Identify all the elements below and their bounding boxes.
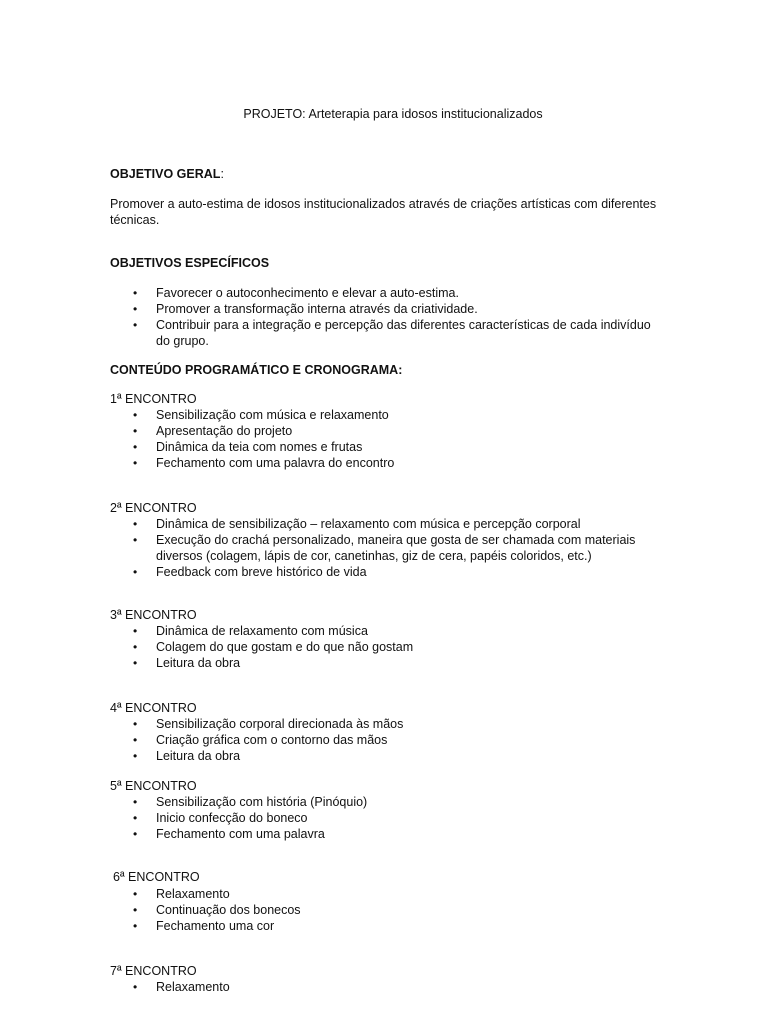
list-item: • Colagem do que gostam e do que não gostam xyxy=(133,640,414,654)
list-item: • Continuação dos bonecos xyxy=(133,903,301,917)
bullet-icon: • xyxy=(133,624,138,638)
objetivo-geral-colon: : xyxy=(220,167,224,181)
encontro-2-label: 2ª ENCONTRO xyxy=(110,501,197,515)
bullet-icon: • xyxy=(133,903,138,917)
list-item: • Criação gráfica com o contorno das mãos xyxy=(133,733,388,747)
encontro-7-label: 7ª ENCONTRO xyxy=(110,964,197,978)
encontro-3-label: 3ª ENCONTRO xyxy=(110,608,197,622)
encontro-7-list xyxy=(110,979,680,995)
list-item: • Leitura da obra xyxy=(133,656,241,670)
bullet-icon: • xyxy=(133,717,138,731)
list-item: • Relaxamento xyxy=(133,887,230,901)
bullet-icon: • xyxy=(133,533,138,547)
conteudo-heading: CONTEÚDO PROGRAMÁTICO E CRONOGRAMA: xyxy=(110,363,403,377)
bullet-icon: • xyxy=(133,749,138,763)
bullet-icon: • xyxy=(133,733,138,747)
encontro-1-label: 1ª ENCONTRO xyxy=(110,392,197,406)
encontro-5-label: 5ª ENCONTRO xyxy=(110,779,197,793)
list-item: • Leitura da obra xyxy=(133,749,241,763)
objetivos-especificos-heading: OBJETIVOS ESPECÍFICOS xyxy=(110,256,270,270)
objetivo-geral-heading-text: OBJETIVO GERAL xyxy=(110,167,221,181)
list-item: • Fechamento uma cor xyxy=(133,919,275,933)
list-item: • Sensibilização com história (Pinóquio) xyxy=(133,795,368,809)
list-item: • Sensibilização com música e relaxamento xyxy=(133,408,389,422)
list-item: • Apresentação do projeto xyxy=(133,424,293,438)
encontro-5-list xyxy=(110,794,680,842)
list-item: • Dinâmica de sensibilização – relaxamento com música e percepção corporal xyxy=(133,517,581,531)
encontro-6-label: 6ª ENCONTRO xyxy=(113,870,200,884)
encontro-2-list xyxy=(110,516,680,580)
encontro-6-list xyxy=(110,886,680,934)
bullet-icon: • xyxy=(133,318,138,332)
objetivo-geral-heading xyxy=(110,166,224,182)
bullet-icon: • xyxy=(133,286,138,300)
document-title: PROJETO: Arteterapia para idosos institucionalizados xyxy=(243,107,543,121)
list-item: • Contribuir para a integração e percepção das diferentes características de cada indivíduo do grupo. xyxy=(133,318,651,348)
bullet-icon: • xyxy=(133,811,138,825)
bullet-icon: • xyxy=(133,440,138,454)
encontro-1-list xyxy=(110,407,680,471)
bullet-icon: • xyxy=(133,302,138,316)
list-item: • Relaxamento xyxy=(133,980,230,994)
objetivos-especificos-list xyxy=(110,285,680,349)
bullet-icon: • xyxy=(133,980,138,994)
bullet-icon: • xyxy=(133,656,138,670)
bullet-icon: • xyxy=(133,640,138,654)
list-item: • Fechamento com uma palavra do encontro xyxy=(133,456,395,470)
bullet-icon: • xyxy=(133,408,138,422)
bullet-icon: • xyxy=(133,517,138,531)
bullet-icon: • xyxy=(133,887,138,901)
list-item: • Promover a transformação interna através da criatividade. xyxy=(133,302,478,316)
list-item: • Fechamento com uma palavra xyxy=(133,827,325,841)
list-item: • Feedback com breve histórico de vida xyxy=(133,565,367,579)
bullet-icon: • xyxy=(133,919,138,933)
bullet-icon: • xyxy=(133,424,138,438)
bullet-icon: • xyxy=(133,456,138,470)
objetivo-geral-text: Promover a auto-estima de idosos institucionalizados através de criações artísticas com diferentes técnicas. xyxy=(110,197,657,227)
list-item: • Favorecer o autoconhecimento e elevar a auto-estima. xyxy=(133,286,459,300)
encontro-4-label: 4ª ENCONTRO xyxy=(110,701,197,715)
bullet-icon: • xyxy=(133,565,138,579)
bullet-icon: • xyxy=(133,795,138,809)
list-item: • Dinâmica da teia com nomes e frutas xyxy=(133,440,363,454)
list-item: • Inicio confecção do boneco xyxy=(133,811,308,825)
list-item: • Execução do crachá personalizado, maneira que gosta de ser chamada com materiais diversos (colagem, lápis de cor, canetinhas, giz de cera, papéis coloridos, etc.) xyxy=(133,533,636,563)
bullet-icon: • xyxy=(133,827,138,841)
list-item: • Sensibilização corporal direcionada às mãos xyxy=(133,717,404,731)
encontro-3-list xyxy=(110,623,680,671)
list-item: • Dinâmica de relaxamento com música xyxy=(133,624,368,638)
encontro-4-list xyxy=(110,716,680,764)
